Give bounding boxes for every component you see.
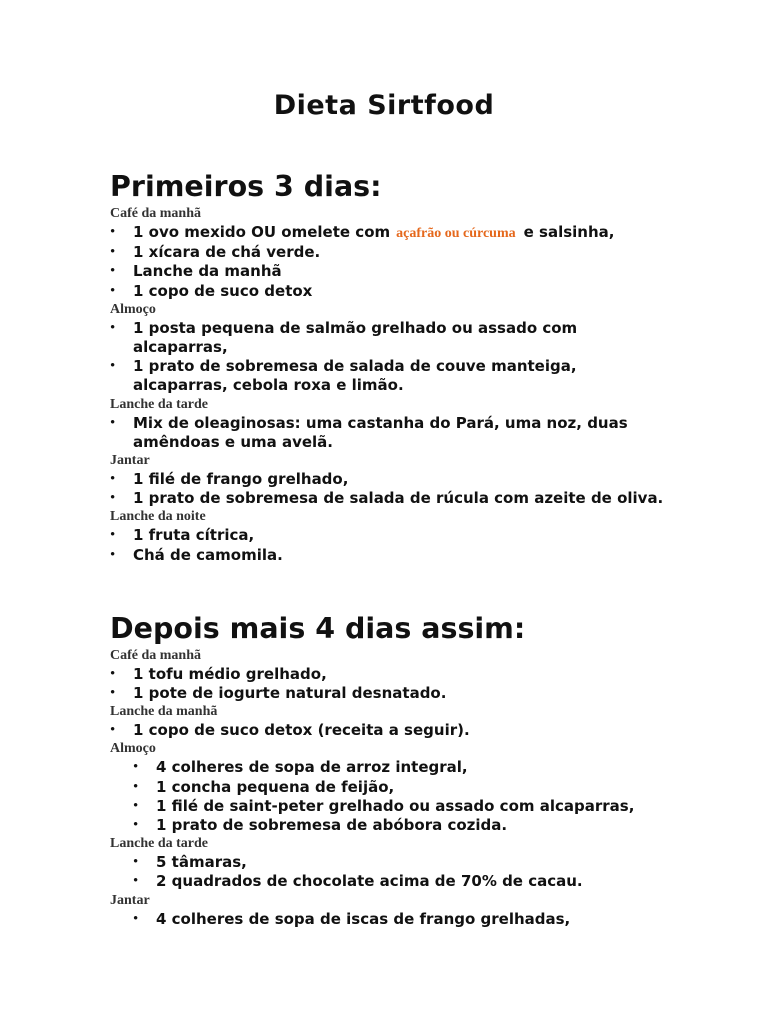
meal-label: Almoço <box>110 301 156 317</box>
meal-label: Lanche da tarde <box>110 396 208 412</box>
section-heading-next-4-days: Depois mais 4 dias assim: <box>110 611 526 645</box>
list-item: • Mix de oleaginosas: uma castanha do Pará, uma noz, duas amêndoas e uma avelã. <box>110 414 670 452</box>
list-item: • Lanche da manhã <box>110 262 670 281</box>
list-item: • 1 concha pequena de feijão, <box>110 778 670 797</box>
meal-label: Lanche da tarde <box>110 836 208 852</box>
list-item: • 5 tâmaras, <box>110 853 670 872</box>
meal-list <box>110 853 670 891</box>
list-item: • 2 quadrados de chocolate acima de 70% de cacau. <box>110 872 670 891</box>
meal-list <box>110 470 670 508</box>
meal-label: Almoço <box>110 741 156 757</box>
list-item: • 1 tofu médio grelhado, <box>110 665 670 684</box>
section-heading-first-3-days: Primeiros 3 dias: <box>110 170 382 203</box>
list-item: • 1 prato de sobremesa de salada de couve manteiga, alcaparras, cebola roxa e limão. <box>110 357 670 395</box>
meal-list <box>110 319 670 396</box>
list-item: • 1 copo de suco detox <box>110 282 670 301</box>
meal-label: Lanche da manhã <box>110 704 218 720</box>
list-item: • 1 ovo mexido OU omelete com açafrão ou cúrcuma e salsinha, <box>110 223 670 243</box>
list-item: • 1 copo de suco detox (receita a seguir). <box>110 721 670 740</box>
highlighted-text: açafrão ou cúrcuma <box>396 226 516 241</box>
meal-label: Café da manhã <box>110 206 202 221</box>
list-item: • 1 prato de sobremesa de salada de rúcula com azeite de oliva. <box>110 489 670 508</box>
list-item: • 1 filé de frango grelhado, <box>110 470 670 489</box>
meal-list <box>110 526 670 564</box>
list-item: • Chá de camomila. <box>110 546 670 565</box>
meal-label: Lanche da noite <box>110 509 206 525</box>
list-item: • 4 colheres de sopa de iscas de frango grelhadas, <box>110 910 670 929</box>
meal-label: Café da manhã <box>110 647 202 663</box>
meal-label: Jantar <box>110 892 150 908</box>
meal-list <box>110 910 670 929</box>
meal-list <box>110 758 670 835</box>
meal-list <box>110 665 670 703</box>
document-title: Dieta Sirtfood <box>273 90 495 121</box>
list-item: • 1 pote de iogurte natural desnatado. <box>110 684 670 703</box>
list-item: • 1 posta pequena de salmão grelhado ou assado com alcaparras, <box>110 319 670 357</box>
list-item: • 4 colheres de sopa de arroz integral, <box>110 758 670 777</box>
list-item: • 1 fruta cítrica, <box>110 526 670 545</box>
meal-list <box>110 721 670 740</box>
meal-list <box>110 414 670 452</box>
list-item: • 1 xícara de chá verde. <box>110 243 670 262</box>
meal-list <box>110 223 670 301</box>
document-page <box>110 88 670 929</box>
list-item: • 1 filé de saint-peter grelhado ou assado com alcaparras, <box>110 797 670 816</box>
list-item: • 1 prato de sobremesa de abóbora cozida. <box>110 816 670 835</box>
meal-label: Jantar <box>110 453 150 469</box>
